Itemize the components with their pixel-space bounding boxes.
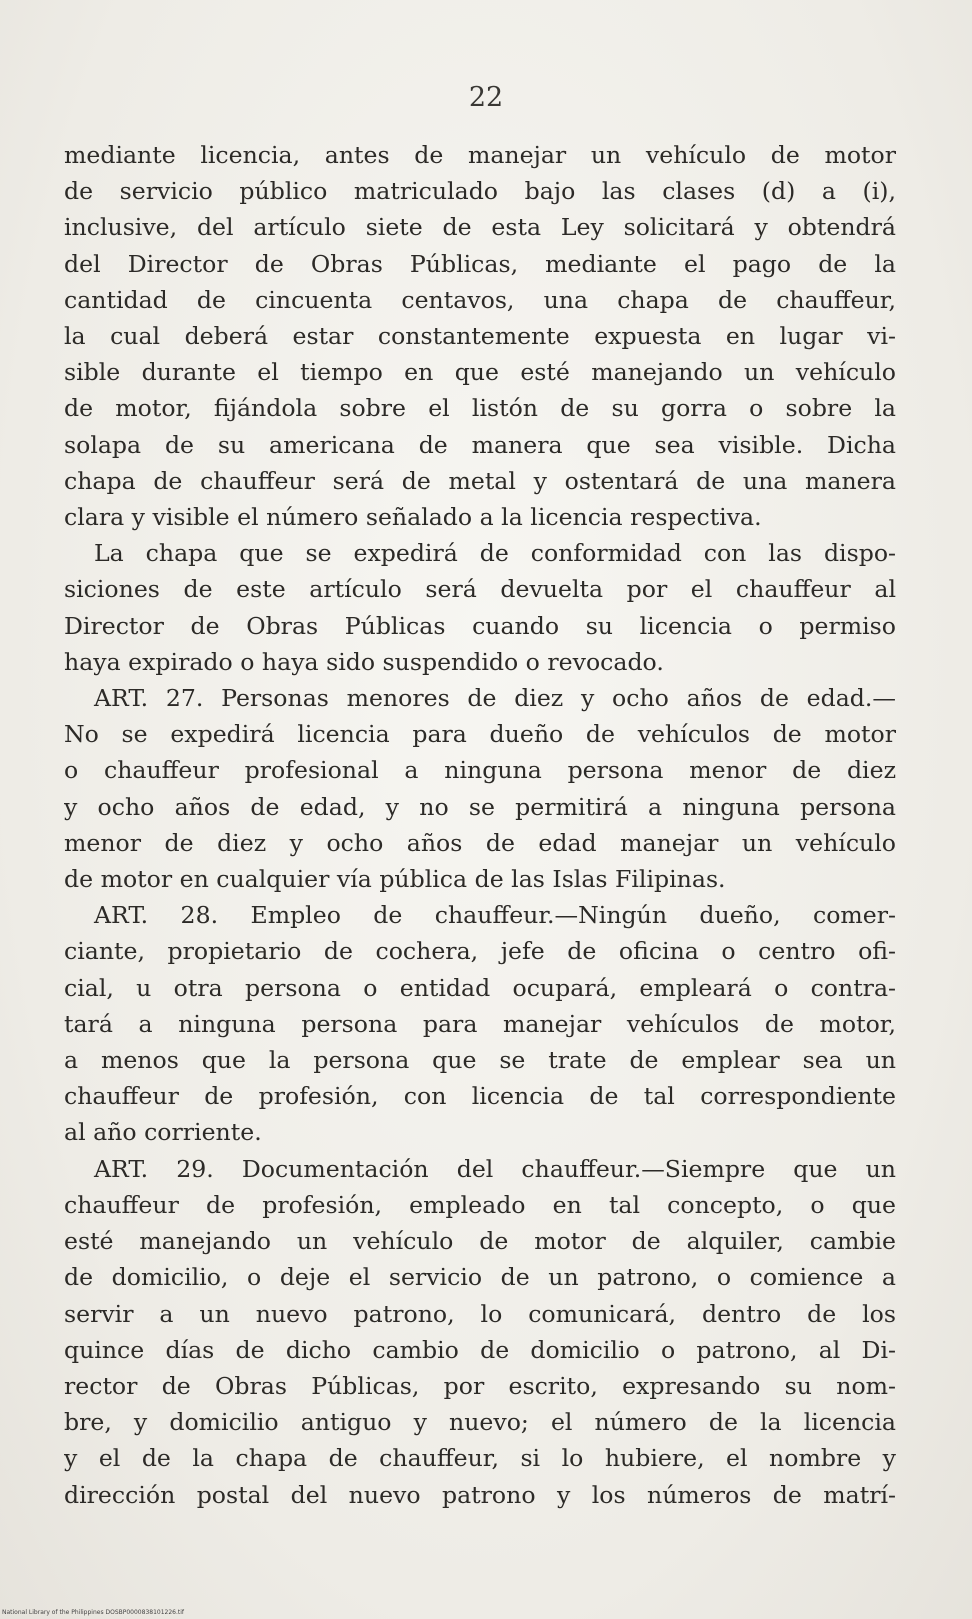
text-line: de motor en cualquier vía pública de las Islas Filipinas. — [64, 865, 726, 894]
text-line: bre, y domicilio antiguo y nuevo; el número de la licencia — [64, 1408, 896, 1437]
text-line: siciones de este artículo será devuelta por el chauffeur al — [64, 575, 896, 604]
text-line: y el de la chapa de chauffeur, si lo hubiere, el nombre y — [64, 1444, 896, 1473]
text-line: de servicio público matriculado bajo las clases (d) a (i), — [64, 177, 896, 206]
article-heading: ART. 29. Documentación del chauffeur.—Siempre que un — [94, 1154, 896, 1183]
text-line: chauffeur de profesión, empleado en tal concepto, o que — [64, 1190, 896, 1219]
text-line: de domicilio, o deje el servicio de un patrono, o comience a — [64, 1263, 896, 1292]
text-line: clara y visible el número señalado a la licencia respectiva. — [64, 503, 762, 532]
text-line: la cual deberá estar constantemente expuesta en lugar vi- — [64, 322, 896, 351]
text-line: mediante licencia, antes de manejar un vehículo de motor — [64, 141, 896, 169]
text-line: Director de Obras Públicas cuando su licencia o permiso — [64, 611, 896, 640]
text-line: quince días de dicho cambio de domicilio o patrono, al Di- — [64, 1335, 896, 1364]
article-heading: ART. 27. Personas menores de diez y ocho años de edad.— — [94, 684, 896, 713]
text-line: tará a ninguna persona para manejar vehículos de motor, — [64, 1009, 896, 1038]
text-line: cial, u otra persona o entidad ocupará, empleará o contra- — [64, 973, 896, 1002]
text-line: haya expirado o haya sido suspendido o revocado. — [64, 647, 664, 676]
text-line: cantidad de cincuenta centavos, una chapa de chauffeur, — [64, 285, 896, 314]
text-line: menor de diez y ocho años de edad manejar un vehículo — [64, 828, 896, 857]
text-line: solapa de su americana de manera que sea visible. Dicha — [64, 430, 896, 459]
text-line: y ocho años de edad, y no se permitirá a ninguna persona — [64, 792, 896, 821]
text-line: La chapa que se expedirá de conformidad con las dispo- — [94, 539, 896, 568]
text-line: del Director de Obras Públicas, mediante el pago de la — [64, 249, 896, 278]
article-heading: ART. 28. Empleo de chauffeur.—Ningún dueño, comer- — [94, 901, 896, 930]
text-line: al año corriente. — [64, 1118, 262, 1147]
text-line: chapa de chauffeur será de metal y ostentará de una manera — [64, 466, 896, 495]
text-line: rector de Obras Públicas, por escrito, expresando su nom- — [64, 1371, 896, 1400]
page-number: 22 — [468, 82, 504, 113]
text-line: servir a un nuevo patrono, lo comunicará, dentro de los — [64, 1299, 896, 1328]
text-line: ciante, propietario de cochera, jefe de oficina o centro ofi- — [64, 937, 896, 966]
text-line: inclusive, del artículo siete de esta Ley solicitará y obtendrá — [64, 213, 896, 242]
text-line: sible durante el tiempo en que esté manejando un vehículo — [64, 358, 896, 387]
scan-credit: National Library of the Philippines DOSBP0000838101226.tif — [2, 1609, 185, 1616]
text-line: esté manejando un vehículo de motor de alquiler, cambie — [64, 1227, 896, 1256]
text-line: de motor, fijándola sobre el listón de su gorra o sobre la — [64, 394, 896, 423]
text-line: No se expedirá licencia para dueño de vehículos de motor — [64, 720, 896, 749]
text-line: a menos que la persona que se trate de emplear sea un — [64, 1046, 896, 1075]
text-line: o chauffeur profesional a ninguna persona menor de diez — [64, 756, 896, 785]
text-line: chauffeur de profesión, con licencia de tal correspondiente — [64, 1082, 896, 1111]
text-line: dirección postal del nuevo patrono y los números de matrí- — [64, 1480, 896, 1509]
body-text — [64, 137, 896, 1513]
